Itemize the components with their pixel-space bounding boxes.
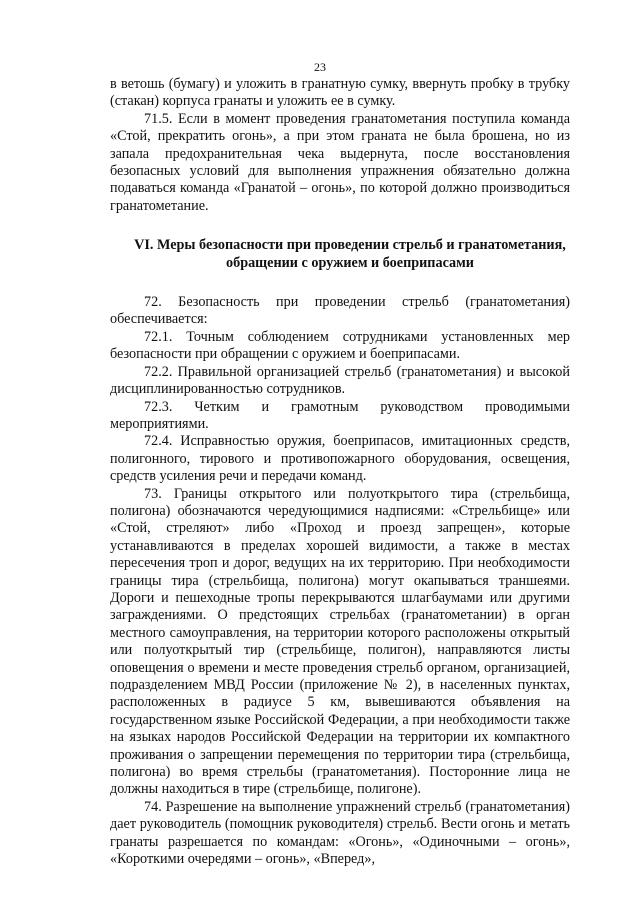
paragraph: 74. Разрешение на выполнение упражнений стрельб (гранатометания) дает руководитель (помощник руководителя) стрельб. Вести огонь и метать гранаты разрешается по командам: «Огонь», «Одиночными – огонь», «Короткими очередями – огонь», «Вперед», bbox=[110, 798, 570, 868]
paragraph: 72.2. Правильной организацией стрельб (гранатометания) и высокой дисциплинированностью сотрудников. bbox=[110, 363, 570, 398]
page-number: 23 bbox=[314, 60, 326, 74]
paragraph: 72. Безопасность при проведении стрельб (гранатометания) обеспечивается: bbox=[110, 294, 570, 328]
section-heading: VI. Меры безопасности при проведении стрельб и гранатометания, обращении с оружием и боеприпасами bbox=[134, 237, 566, 271]
paragraph: 71.5. Если в момент проведения гранатометания поступила команда «Стой, прекратить огонь», а при этом граната не была брошена, но из запала предохранительная чека выдернута, после восстановления безопасных условий для выполнения упражнения обязательно должна подаваться команда «Гранатой – огонь», по которой должно производиться гранатометание. bbox=[110, 110, 570, 214]
paragraph: в ветошь (бумагу) и уложить в гранатную сумку, ввернуть пробку в трубку (стакан) корпуса гранаты и уложить ее в сумку. bbox=[110, 76, 570, 110]
paragraph: 73. Границы открытого или полуоткрытого тира (стрельбища, полигона) обозначаются чередующимися надписями: «Стрельбище» или «Стой, стреляют» либо «Проход и проезд запрещен», которые устанавливаются в пределах хорошей видимости, а также в местах пересечения троп и дорог, ведущих на их территорию. При необходимости границы тира (стрельбища, полигона) могут окапываться траншеями. Дороги и пешеходные тропы перекрываются шлагбаумами или другими заграждениями. О предстоящих стрельбах (гранатометании) в орган местного самоуправления, на территории которого расположены открытый или полуоткрытый тир (стрельбище, полигон), направляются листы оповещения о времени и месте проведения стрельб органом, организацией, подразделением МВД России (приложение № 2), в населенных пунктах, расположенных в радиусе 5 км, вывешиваются объявления на государственном языке Российской Федерации, а при необходимости также на языках народов Российской Федерации на территории их компактного проживания о запрещении перемещения по территории тира (стрельбища, полигона) во время стрельбы (гранатометания). Посторонние лица не должны находиться в тире (стрельбище, полигоне). bbox=[110, 485, 570, 798]
paragraph: 72.4. Исправностью оружия, боеприпасов, имитационных средств, полигонного, тирового и противопожарного оборудования, освещения, средств усиления речи и передачи команд. bbox=[110, 433, 570, 485]
paragraph: 72.3. Четким и грамотным руководством проводимыми мероприятиями. bbox=[110, 398, 570, 432]
paragraph: 72.1. Точным соблюдением сотрудниками установленных мер безопасности при обращении с оружием и боеприпасами. bbox=[110, 328, 570, 363]
document-body bbox=[110, 76, 570, 868]
